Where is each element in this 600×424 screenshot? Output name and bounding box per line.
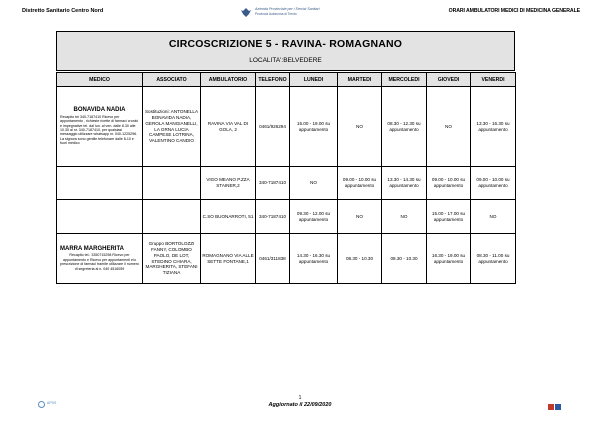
col-telefono: TELEFONO (256, 73, 290, 87)
associato-cell (143, 200, 201, 234)
telefono-cell: 340-7187410 (256, 200, 290, 234)
telefono-cell: 0461/311838 (256, 234, 290, 284)
doctor-name: MARRA MARGHERITA (60, 245, 124, 252)
wednesday-cell: NO (382, 200, 427, 234)
flag-red-icon (548, 404, 554, 410)
page-number: 1 (298, 395, 302, 401)
document-title: ORARI AMBULATORI MEDICI DI MEDICINA GENERALE (448, 8, 580, 14)
schedule-table (56, 72, 516, 284)
col-mercoledi: MERCOLEDI (382, 73, 427, 87)
apss-logo (240, 6, 332, 20)
col-medico: MEDICO (57, 73, 143, 87)
col-venerdi: VENERDI (471, 73, 516, 87)
friday-cell: NO (471, 200, 516, 234)
wednesday-cell: 13.30 - 14.30 su appuntamento (382, 167, 427, 200)
thursday-cell: 09.00 - 10.00 su appuntamento (427, 167, 471, 200)
logo-line-1: Azienda Provinciale per i Servizi Sanitari (255, 7, 320, 11)
medico-cell (57, 167, 143, 200)
logo-line-2: Provincia Autonoma di Trento (255, 12, 297, 16)
friday-cell: 09.00 - 10.00 su appuntamento (471, 167, 516, 200)
eagle-icon (240, 7, 252, 18)
ambulatorio-cell: ROMAGNANO VIA ALLE SETTE FONTANE,1 (201, 234, 256, 284)
medico-cell (57, 234, 143, 284)
district-name: Distretto Sanitario Centro Nord (22, 8, 104, 14)
area-title: CIRCOSCRIZIONE 5 - RAVINA- ROMAGNANO (168, 38, 403, 50)
header-row (57, 73, 516, 87)
area-locality: LOCALITA':BELVEDERE (249, 57, 322, 64)
associato-cell (143, 167, 201, 200)
table-row (57, 87, 516, 167)
col-associato: ASSOCIATO (143, 73, 201, 87)
tuesday-cell: 08.30 - 10.30 (338, 234, 382, 284)
thursday-cell: 16.30 - 19.00 su appuntamento (427, 234, 471, 284)
thursday-cell: 15.00 - 17.00 su appuntamento (427, 200, 471, 234)
doctor-note: Recapito tel 340-7187410 Ricevo per appuntamento , richieste ricette di farmaci cronici e impegnative tel. dal lun. al ven. dalle 8.30 alle 10.30 al nr. 340-7187410, per qualsiasi messaggio utilizzare whatsapp nr. 040-1225296. La signora sono gentile telefonare dalle 8-10 e fuori medico (60, 114, 139, 146)
doctor-note: Recapito tel.: 3350715298 Ricevo per appuntamento e Ricevo per appuntamenti e/o prescrizione di farmaci tramite utilizzare il numero di segreteria al n. 040 4516059 (60, 253, 139, 271)
medico-cell (57, 200, 143, 234)
monday-cell: 09.30 - 12.00 su appuntamento (290, 200, 338, 234)
tuesday-cell: NO (338, 200, 382, 234)
table-row (57, 234, 516, 284)
table-row (57, 200, 516, 234)
associato-cell: Gruppo BORTOLOZZI FANNY, COLOMBO PAOLO, DE LOT, STEDINO CHIARA, MARGHERITA, STEFANI TIZIANA (143, 234, 201, 284)
ambulatorio-cell: VIGO MEANO P.ZZA STAINER,2 (201, 167, 256, 200)
footer-logo-text: APSS (47, 401, 57, 405)
col-giovedi: GIOVEDI (427, 73, 471, 87)
ambulatorio-cell: RAVINA VIA VAL DI GOLA, 2 (201, 87, 256, 167)
area-banner (56, 31, 515, 71)
last-updated: Aggiornato il 22/09/2020 (268, 402, 332, 408)
telefono-cell: 0461/926294 (256, 87, 290, 167)
friday-cell: 08.30 - 11.00 su appuntamento (471, 234, 516, 284)
medico-cell (57, 87, 143, 167)
monday-cell: 14.30 - 16.30 su appuntamento (290, 234, 338, 284)
doctor-name: BONAVIDA NADIA (73, 107, 126, 114)
ambulatorio-cell: C.SO BUONARROTI, 51 (201, 200, 256, 234)
thursday-cell: NO (427, 87, 471, 167)
tuesday-cell: 09.00 - 10.00 su appuntamento (338, 167, 382, 200)
telefono-cell: 340-7187410 (256, 167, 290, 200)
flag-blue-icon (555, 404, 561, 410)
monday-cell: 15.00 - 19.00 su appuntamento (290, 87, 338, 167)
wednesday-cell: 08.30 - 12.30 su appuntamento (382, 87, 427, 167)
wednesday-cell: 08.30 - 10.30 (382, 234, 427, 284)
monday-cell: NO (290, 167, 338, 200)
col-martedi: MARTEDI (338, 73, 382, 87)
tuesday-cell: NO (338, 87, 382, 167)
friday-cell: 13.30 - 16.30 su appuntamento (471, 87, 516, 167)
col-lunedi: LUNEDI (290, 73, 338, 87)
table-row (57, 167, 516, 200)
footer-logo-right (548, 402, 566, 411)
col-ambulatorio: AMBULATORIO (201, 73, 256, 87)
associato-cell: Sostituzioni: ANTONELLA BONAVIDA NADIA, GEROLA MANGIANELLI, LA GRNA LUCIA CAMPESE LOTRINA, VALENTINO CANDIO (143, 87, 201, 167)
